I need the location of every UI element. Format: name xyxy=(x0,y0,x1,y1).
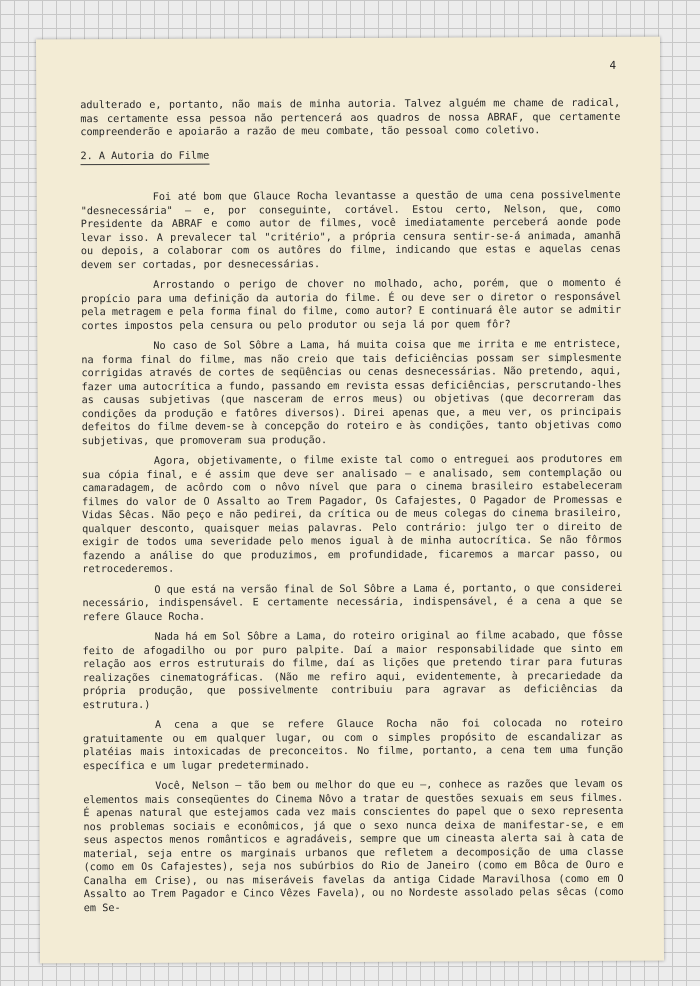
paragraph-continuation: adulterado e, portanto, não mais de minha autoria. Talvez alguém me chame de radical, mas certamente essa pessoa não pertencerá aos quadros de nossa ABRAF, que certamente compreenderão e apoiarão a razão de meu combate, tão pessoal como coletivo. xyxy=(80,97,621,139)
paragraph: O que está na versão final de Sol Sôbre a Lama é, portanto, o que considerei necessário, indispensável. E certamente necessária, indispensável, é a cena a que se refere Glauce Rocha. xyxy=(82,582,623,623)
paragraph: No caso de Sol Sôbre a Lama, há muita coisa que me irrita e me entristece, na forma final do filme, mas não creio que tais deficiências possam ser simplesmente corrigidas através de cortes de seqüências ou cenas desnecessárias. Não pretendo, aqui, fazer uma autocrítica a fundo, passando em revista essas deficiências, perscrutando-lhes as causas subjetivas (que nasceram de erros meus) ou objetivas (que decorreram das condições da produção e fatôres diversos). Direi apenas que, a meu ver, os principais defeitos do filme devem-se à concepção do roteiro e às condições, tanto objetivas como subjetivas, que promoveram sua produção. xyxy=(81,338,622,447)
paragraph: Agora, objetivamente, o filme existe tal como o entreguei aos produtores em sua cópia final, e é assim que deve ser analisado — e analisado, sem contemplação ou camaradagem, de acôrdo com o nôvo nível que para o cinema brasileiro estabeleceram filmes do valor de O Assalto ao Trem Pagador, Os Cafajestes, O Pagador de Promessas e Vidas Sêcas. Não peço e não pedirei, da crítica ou de meus colegas do cinema brasileiro, qualquer desconto, quaisquer meias palavras. Pelo contrário: julgo ter o direito de exigir de todos uma severidade pelo menos igual à de minha autocrítica. Se não fôrmos fazendo a análise do que produzimos, em profundidade, ficaremos a marcar passo, ou retrocederemos. xyxy=(81,453,623,576)
paragraph: Foi até bom que Glauce Rocha levantasse a questão de uma cena possivelmente "desnecessária" — e, por conseguinte, cortável. Estou certo, Nelson, que, como Presidente da ABRAF e como autor de filmes, você imediatamente perceberá aonde pode levar isso. A prevalecer tal "critério", a própria censura sentir-se-á animada, amanhã ou depois, a colaborar com os autôres do filme, indicando que estas e aquelas cenas devem ser cortadas, por desnecessárias. xyxy=(80,189,621,271)
paragraph: A cena a que se refere Glauce Rocha não foi colocada no roteiro gratuitamente ou em qualquer lugar, ou com o simples propósito de escandalizar as platéias mais intoxicadas de preconceitos. No filme, portanto, a cena tem uma função específica e um lugar predeterminado. xyxy=(83,717,624,772)
section-heading: 2. A Autoria do Filme xyxy=(80,149,209,165)
paragraph: Você, Nelson — tão bem ou melhor do que eu —, conhece as razões que levam os elementos mais conseqüentes do Cinema Nôvo a tratar de questões sexuais em seus filmes. É apenas natural que estejamos cada vez mais conscientes do papel que o sexo representa nos problemas sociais e econômicos, já que o sexo nunca deixa de manifestar-se, e em seus aspectos menos românticos e agradáveis, sempre que um cineasta alerta sai à cata de material, seja entre os marginais urbanos que refletem a decomposição de uma classe (como em Os Cafajestes), seja nos subúrbios do Rio de Janeiro (como em Bôca de Ouro e Canalha em Crise), ou nas miseráveis favelas da antiga Cidade Maravilhosa (como em O Assalto ao Trem Pagador e Cinco Vêzes Favela), ou no Nordeste assolado pelas sêcas (como em Se- xyxy=(83,778,624,914)
page-body xyxy=(80,97,624,922)
typewritten-page xyxy=(36,37,664,964)
page-number: 4 xyxy=(609,58,617,72)
paragraph: Arrostando o perigo de chover no molhado, acho, porém, que o momento é propício para uma definição da autoria do filme. É ou deve ser o diretor o responsável pela metragem e pela forma final do filme, como autor? E continuará êle autor se admitir cortes impostos pela censura ou pelo produtor ou seja lá por quem fôr? xyxy=(81,277,622,332)
paragraph: Nada há em Sol Sôbre a Lama, do roteiro original ao filme acabado, que fôsse feito de afogadilho ou por puro palpite. Daí a maior responsabilidade que sinto em relação aos erros estruturais do filme, daí as lições que pretendo tirar para futuras realizações cinematográficas. (Não me refiro aqui, evidentemente, à precariedade da própria produção, que possivelmente contribuiu para agravar as deficiências da estrutura.) xyxy=(82,629,623,711)
